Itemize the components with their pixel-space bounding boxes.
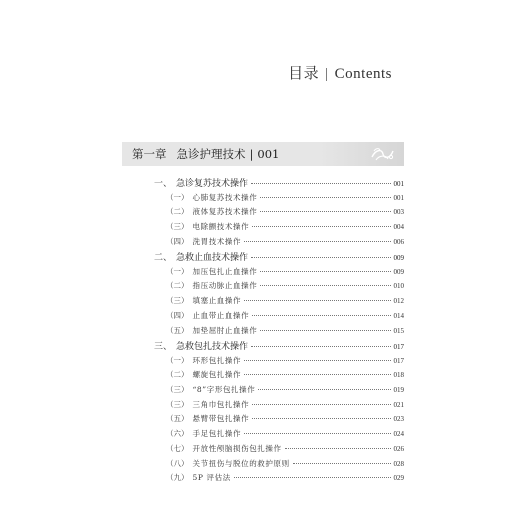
dot-leader bbox=[244, 433, 390, 434]
entry-number: （五） bbox=[166, 325, 189, 335]
entry-number: （八） bbox=[166, 458, 189, 468]
entry-number: （一） bbox=[166, 266, 189, 276]
entry-number: （六） bbox=[166, 429, 189, 439]
entry-number: （一） bbox=[166, 355, 189, 365]
dot-leader bbox=[251, 257, 390, 258]
entry-number: （二） bbox=[166, 370, 189, 380]
chapter-heading-bar bbox=[122, 142, 404, 166]
toc-subsection-entry[interactable] bbox=[122, 310, 404, 325]
toc-section-entry[interactable] bbox=[122, 339, 404, 355]
entry-number: （三） bbox=[166, 385, 189, 395]
entry-page-number: 019 bbox=[393, 386, 404, 395]
entry-page-number: 018 bbox=[393, 371, 404, 380]
toc-subsection-entry[interactable] bbox=[122, 192, 404, 207]
entry-label: 环形包扎操作 bbox=[192, 355, 242, 365]
entry-label: 悬臂带包扎操作 bbox=[192, 414, 250, 424]
entry-number: （三） bbox=[166, 296, 189, 306]
entry-number: （二） bbox=[166, 207, 189, 217]
entry-page-number: 021 bbox=[393, 400, 404, 409]
toc-subsection-entry[interactable] bbox=[122, 266, 404, 281]
entry-page-number: 009 bbox=[393, 254, 404, 263]
toc-subsection-entry[interactable] bbox=[122, 428, 404, 443]
entry-label: “8”字形包扎操作 bbox=[192, 385, 256, 395]
entry-label: 指压动脉止血操作 bbox=[192, 281, 258, 291]
entry-page-number: 014 bbox=[393, 311, 404, 320]
toc-subsection-entry[interactable] bbox=[122, 413, 404, 428]
entry-number: （二） bbox=[166, 281, 189, 291]
dot-leader bbox=[285, 448, 391, 449]
entry-page-number: 026 bbox=[393, 444, 404, 453]
dot-leader bbox=[260, 330, 390, 331]
toc-subsection-entry[interactable] bbox=[122, 206, 404, 221]
entry-page-number: 029 bbox=[393, 474, 404, 483]
entry-number: （四） bbox=[166, 236, 189, 246]
entry-label: 开放性颅脑损伤包扎操作 bbox=[192, 443, 282, 453]
dot-leader bbox=[252, 404, 390, 405]
dot-leader bbox=[244, 360, 390, 361]
title-separator: | bbox=[325, 66, 329, 82]
page-title bbox=[288, 62, 392, 83]
entry-number: 三、 bbox=[154, 342, 173, 353]
entry-label: 急救包扎技术操作 bbox=[176, 342, 249, 353]
entry-label: 急诊复苏技术操作 bbox=[176, 179, 249, 189]
toc-subsection-entry[interactable] bbox=[122, 399, 404, 414]
dot-leader bbox=[244, 241, 390, 242]
dot-leader bbox=[252, 418, 390, 419]
entry-label: 止血带止血操作 bbox=[192, 310, 250, 320]
entry-page-number: 017 bbox=[393, 356, 404, 365]
title-chinese: 目录 bbox=[288, 66, 320, 82]
entry-label: 填塞止血操作 bbox=[192, 296, 242, 306]
chapter-heading bbox=[132, 146, 279, 162]
title-english: Contents bbox=[334, 66, 392, 82]
entry-page-number: 004 bbox=[393, 222, 404, 231]
entry-label: 加垫屈肘止血操作 bbox=[192, 325, 258, 335]
toc-subsection-entry[interactable] bbox=[122, 280, 404, 295]
toc-subsection-entry[interactable] bbox=[122, 384, 404, 399]
dot-leader bbox=[260, 211, 390, 212]
entry-label: 关节扭伤与脱位的救护原则 bbox=[192, 458, 290, 468]
entry-page-number: 023 bbox=[393, 415, 404, 424]
entry-number: 二、 bbox=[154, 253, 173, 264]
entry-number: （七） bbox=[166, 443, 189, 453]
entry-page-number: 017 bbox=[393, 343, 404, 352]
entry-number: （一） bbox=[166, 192, 189, 202]
entry-label: 螺旋包扎操作 bbox=[192, 370, 242, 380]
toc-subsection-entry[interactable] bbox=[122, 369, 404, 384]
dot-leader bbox=[234, 477, 391, 478]
entry-label: 手足包扎操作 bbox=[192, 429, 242, 439]
toc-subsection-entry[interactable] bbox=[122, 472, 404, 487]
chapter-page: 001 bbox=[257, 147, 280, 161]
entry-page-number: 015 bbox=[393, 326, 404, 335]
entry-page-number: 001 bbox=[393, 180, 404, 188]
toc-section-entry[interactable] bbox=[122, 250, 404, 266]
toc-subsection-entry[interactable] bbox=[122, 355, 404, 370]
entry-label: 5P 评估法 bbox=[192, 473, 231, 483]
toc-subsection-entry[interactable] bbox=[122, 458, 404, 473]
entry-page-number: 006 bbox=[393, 237, 404, 246]
dot-leader bbox=[252, 226, 390, 227]
flourish-ornament-icon bbox=[370, 145, 396, 163]
entry-page-number: 010 bbox=[393, 282, 404, 291]
toc-subsection-entry[interactable] bbox=[122, 295, 404, 310]
entry-number: （三） bbox=[166, 221, 189, 231]
dot-leader bbox=[251, 346, 390, 347]
dot-leader bbox=[260, 197, 390, 198]
dot-leader bbox=[260, 285, 390, 286]
toc-subsection-entry[interactable] bbox=[122, 221, 404, 236]
entry-number: （三） bbox=[166, 399, 189, 409]
entry-page-number: 012 bbox=[393, 297, 404, 306]
entry-page-number: 001 bbox=[393, 193, 404, 202]
toc-section-entry[interactable] bbox=[122, 176, 404, 192]
toc-list bbox=[122, 176, 404, 487]
entry-label: 液体复苏技术操作 bbox=[192, 207, 258, 217]
toc-subsection-entry[interactable] bbox=[122, 236, 404, 251]
entry-page-number: 024 bbox=[393, 430, 404, 439]
dot-leader bbox=[252, 315, 390, 316]
chapter-separator: | bbox=[249, 147, 254, 161]
entry-number: （四） bbox=[166, 310, 189, 320]
entry-label: 加压包扎止血操作 bbox=[192, 266, 258, 276]
toc-subsection-entry[interactable] bbox=[122, 443, 404, 458]
toc-subsection-entry[interactable] bbox=[122, 325, 404, 340]
entry-page-number: 003 bbox=[393, 208, 404, 217]
entry-page-number: 028 bbox=[393, 459, 404, 468]
entry-label: 急救止血技术操作 bbox=[176, 253, 249, 264]
entry-label: 洗胃技术操作 bbox=[192, 236, 242, 246]
entry-page-number: 009 bbox=[393, 267, 404, 276]
chapter-title: 急诊护理技术 bbox=[176, 147, 246, 161]
entry-label: 心肺复苏技术操作 bbox=[192, 192, 258, 202]
dot-leader bbox=[244, 374, 390, 375]
entry-label: 电除颤技术操作 bbox=[192, 221, 250, 231]
dot-leader bbox=[258, 389, 390, 390]
dot-leader bbox=[260, 271, 390, 272]
entry-label: 三角巾包扎操作 bbox=[192, 399, 250, 409]
entry-number: 一、 bbox=[154, 179, 173, 189]
chapter-number: 第一章 bbox=[132, 147, 167, 161]
entry-number: （九） bbox=[166, 473, 189, 483]
entry-number: （五） bbox=[166, 414, 189, 424]
dot-leader bbox=[293, 463, 391, 464]
dot-leader bbox=[244, 300, 390, 301]
dot-leader bbox=[251, 183, 390, 184]
